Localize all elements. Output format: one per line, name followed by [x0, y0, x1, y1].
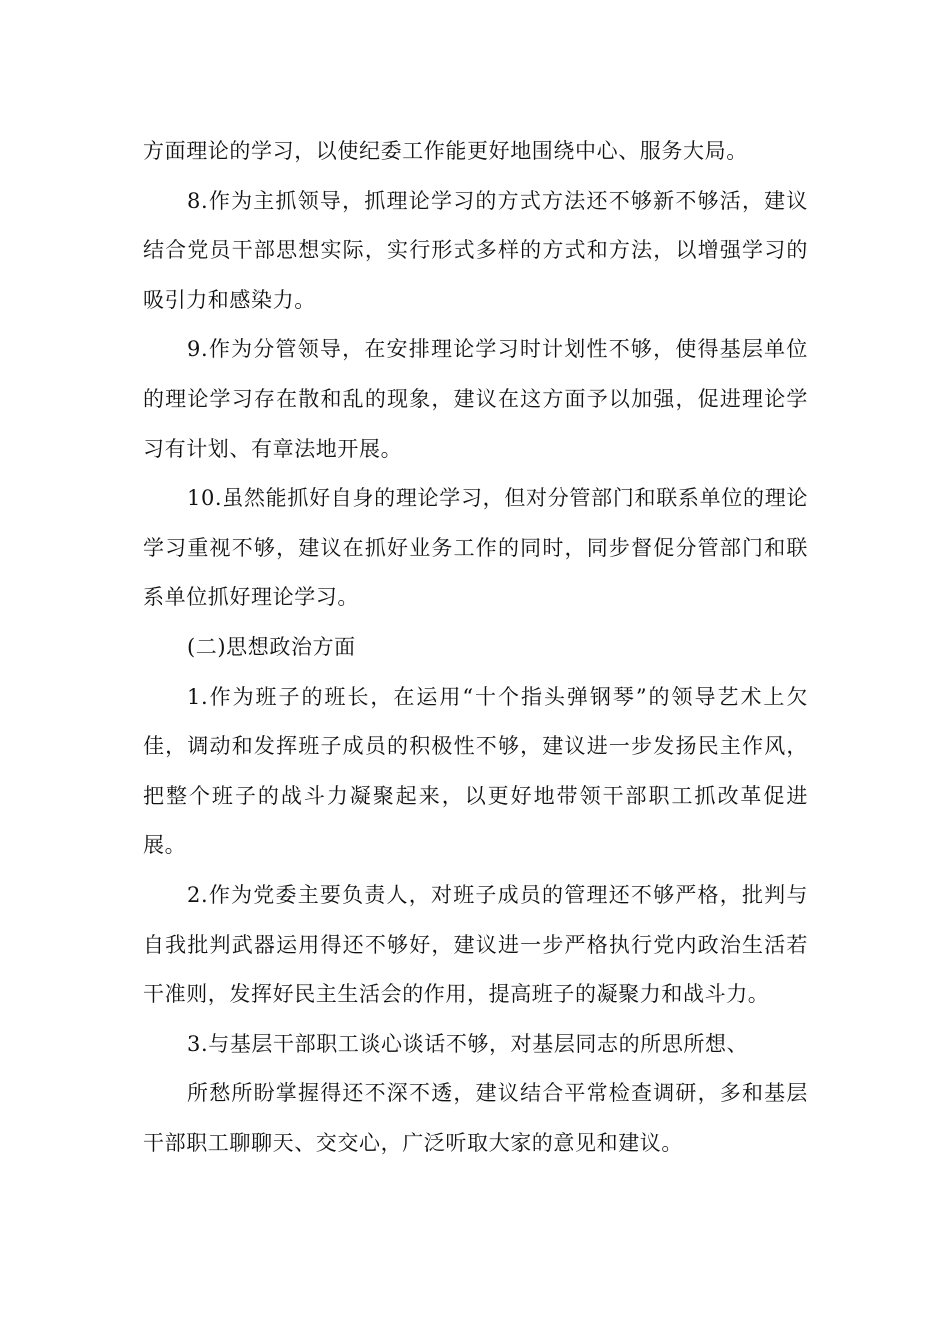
paragraph-item-2: 2.作为党委主要负责人，对班子成员的管理还不够严格，批判与自我批判武器运用得还不够好，建议进一步严格执行党内政治生活若干准则，发挥好民主生活会的作用，提高班子的凝聚力和战斗力。	[143, 882, 808, 1007]
paragraph-item-9: 9.作为分管领导，在安排理论学习时计划性不够，使得基层单位的理论学习存在散和乱的现象，建议在这方面予以加强，促进理论学习有计划、有章法地开展。	[143, 337, 808, 461]
paragraph-item-10: 10.虽然能抓好自身的理论学习，但对分管部门和联系单位的理论学习重视不够，建议在抓好业务工作的同时，同步督促分管部门和联系单位抓好理论学习。	[143, 486, 808, 610]
paragraph-continuation: 方面理论的学习，以使纪委工作能更好地围绕中心、服务大局。	[143, 139, 748, 163]
section-heading: (二)思想政治方面	[187, 634, 356, 659]
document-body	[143, 127, 808, 1168]
paragraph-item-3: 3.与基层干部职工谈心谈话不够，对基层同志的所思所想、	[187, 1031, 749, 1056]
paragraph-item-1: 1.作为班子的班长，在运用“十个指头弹钢琴”的领导艺术上欠佳，调动和发挥班子成员的积极性不够，建议进一步发扬民主作风，把整个班子的战斗力凝聚起来，以更好地带领干部职工抓改革促进展。	[143, 684, 808, 858]
paragraph-item-8: 8.作为主抓领导，抓理论学习的方式方法还不够新不够活，建议结合党员干部思想实际，实行形式多样的方式和方法，以增强学习的吸引力和感染力。	[143, 188, 808, 312]
paragraph-item-3-continued: 所愁所盼掌握得还不深不透，建议结合平常检查调研，多和基层干部职工聊聊天、交交心，广泛听取大家的意见和建议。	[143, 1081, 808, 1155]
